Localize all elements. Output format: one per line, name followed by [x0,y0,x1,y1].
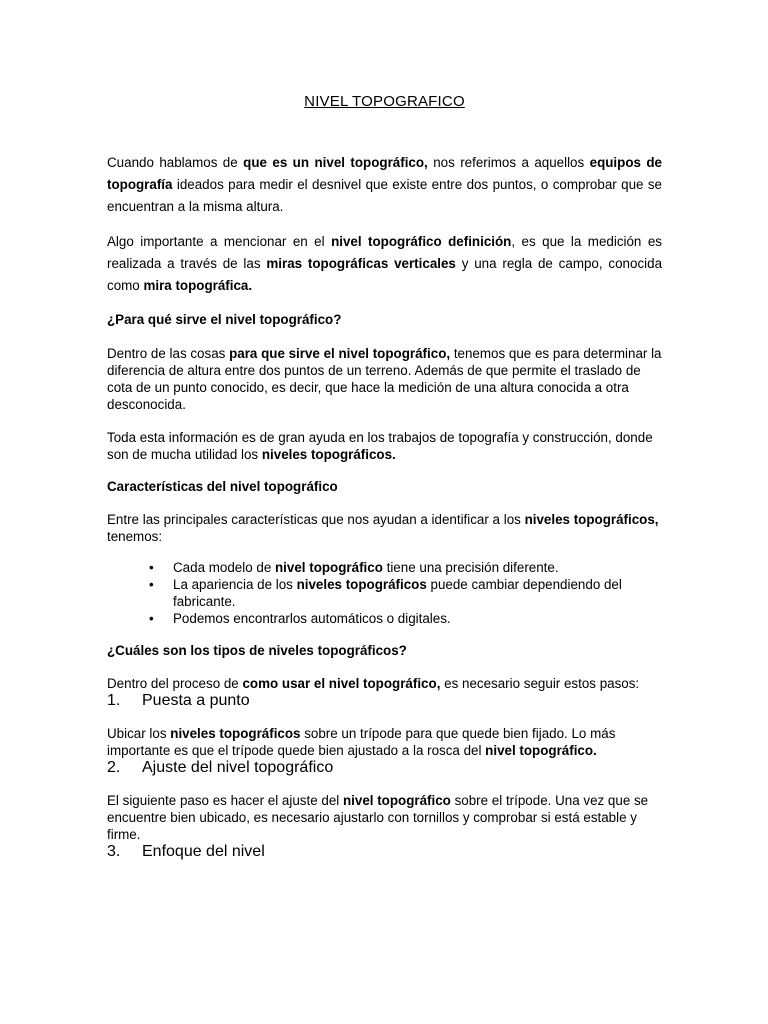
usefulness-paragraph [107,429,662,463]
list-item [149,559,662,576]
text-run: Dentro de las cosas [107,346,230,361]
definition-paragraph [107,231,662,297]
text-run: Cuando hablamos de [107,155,244,170]
text-run: tenemos que es para determinar la diferencia de altura entre dos puntos de un terreno. Además de que permite el traslado de cota de un punto conocido, es decir, que hace la medición de una altura conocida a otra desconocida. [107,346,662,412]
intro-paragraph [107,152,662,218]
bold-run: equipos de topografía [107,155,663,192]
bold-run: niveles topográficos. [261,447,396,462]
bold-run: nivel topográfico [275,560,383,575]
step-label: Ajuste del nivel topográfico [142,759,334,776]
step-3 [107,843,662,860]
bold-run: miras topográficas verticales [266,256,456,271]
step-number: 1. [107,692,121,709]
text-run: Toda esta información es de gran ayuda en los trabajos de topografía y construcción, donde son de mucha utilidad los [107,430,653,462]
bold-run: para que sirve el nivel topográfico, [229,346,451,361]
text-run: sobre un trípode para que quede bien fijado. Lo más importante es que el trípode quede bien ajustado a la rosca del [107,726,616,758]
text-run: sobre el trípode. Una vez que se encuentre bien ubicado, es necesario ajustarlo con tornillos y comprobar si está estable y firme. [107,793,649,842]
text-run: Ubicar los [107,726,171,741]
bullet-icon: • [149,560,154,575]
text-run: y una regla de campo, conocida como [107,256,663,293]
step-label: Enfoque del nivel [142,843,265,860]
text-run: nos referimos a aquellos [427,155,590,170]
features-intro-paragraph [107,511,662,545]
bold-run: que es un nivel topográfico, [243,155,428,170]
text-run: ideados para medir el desnivel que existe entre dos puntos, o comprobar que se encuentran a la misma altura. [107,177,662,214]
step-1-paragraph [107,725,662,759]
bold-run: nivel topográfico [342,793,451,808]
steps-intro-paragraph [107,675,662,692]
text-run: El siguiente paso es hacer el ajuste del [107,793,343,808]
text-run: tiene una precisión diferente. [382,560,559,575]
step-number: 2. [107,759,121,776]
bullet-icon: • [149,577,154,592]
step-label: Puesta a punto [142,692,250,709]
step-2 [107,759,662,776]
text-run: Dentro del proceso de [107,676,243,691]
bold-run: niveles topográficos, [524,512,659,527]
step-1 [107,692,662,709]
text-run: puede cambiar dependiendo del fabricante. [173,577,622,609]
bold-run: como usar el nivel topográfico, [242,676,441,691]
bold-run: nivel topográfico definición [331,234,512,249]
section-heading-uses: ¿Para qué sirve el nivel topográfico? [107,312,342,327]
text-run: Cada modelo de [173,560,275,575]
list-item [149,610,662,627]
bold-run: niveles topográficos [170,726,301,741]
document-title: NIVEL TOPOGRAFICO [304,93,465,110]
text-run: Entre las principales características que nos ayudan a identificar a los [107,512,525,527]
section-heading-features: Características del nivel topográfico [107,479,338,494]
features-list [107,559,662,627]
bullet-icon: • [149,611,154,626]
text-run: tenemos: [107,529,163,544]
text-run: es necesario seguir estos pasos: [440,676,640,691]
text-run: La apariencia de los [173,577,297,592]
bold-run: niveles topográficos [296,577,427,592]
text-run: Podemos encontrarlos automáticos o digitales. [173,611,451,626]
step-2-paragraph [107,792,662,843]
list-item [149,576,662,610]
text-run: Algo importante a mencionar en el [107,234,332,249]
section-heading-types: ¿Cuáles son los tipos de niveles topográficos? [107,643,407,658]
step-number: 3. [107,843,121,860]
uses-paragraph [107,345,662,413]
bold-run: nivel topográfico. [485,743,597,758]
bold-run: mira topográfica. [143,278,253,293]
text-run: , es que la medición es realizada a través de las [107,234,662,271]
